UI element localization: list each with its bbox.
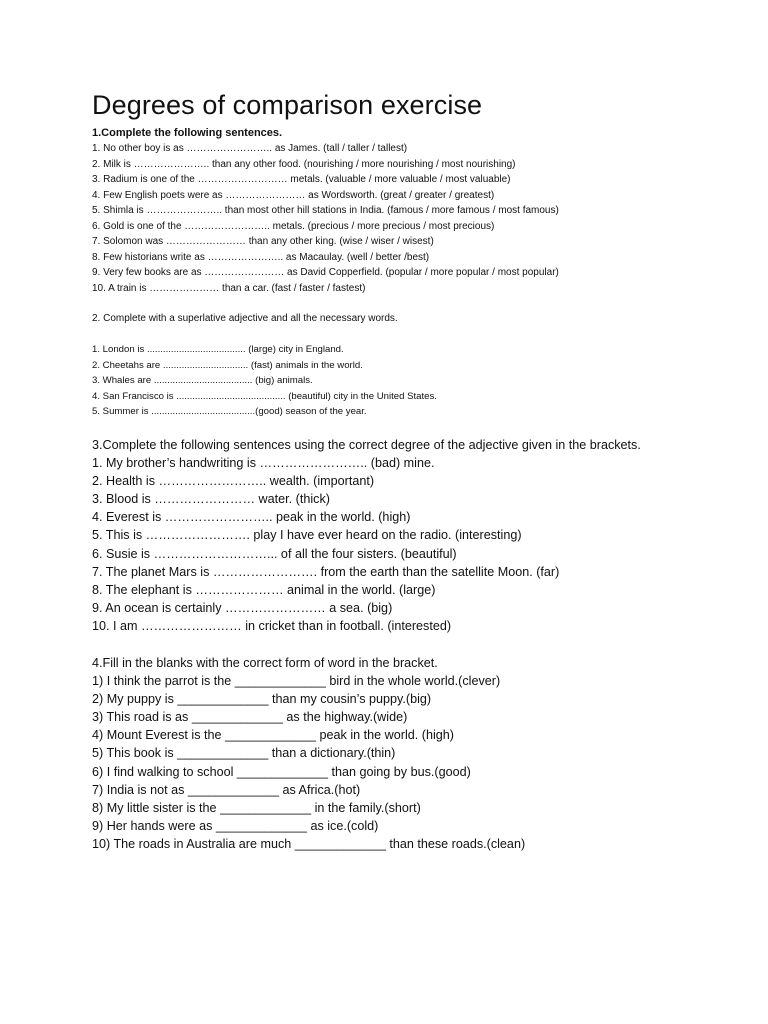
section-1	[92, 126, 732, 296]
list-item: 5. This is ……………………. play I have ever heard on the radio. (interesting)	[92, 528, 522, 543]
list-item: 3. Whales are ..................................... (big) animals.	[92, 375, 313, 386]
list-item: 4. Few English poets were as …………………… as Wordsworth. (great / greater / greatest)	[92, 189, 495, 201]
list-item: 4. San Francisco is ......................................... (beautiful) city in the United States.	[92, 390, 437, 402]
list-item: 9. An ocean is certainly …………………… a sea. (big)	[92, 601, 393, 616]
section-2-list	[92, 342, 732, 420]
list-item: 8) My little sister is the _____________ in the family.(short)	[92, 800, 421, 815]
list-item: 2. Cheetahs are ................................ (fast) animals in the world.	[92, 359, 363, 371]
list-item: 5) This book is _____________ than a dictionary.(thin)	[92, 746, 396, 761]
section-4-heading: 4.Fill in the blanks with the correct form of word in the bracket.	[92, 655, 438, 670]
list-item: 6. Gold is one of the …………………….. metals. (precious / more precious / most precious)	[92, 220, 495, 232]
list-item: 1. London is ..................................... (large) city in England.	[92, 344, 344, 355]
section-4-list	[92, 672, 732, 854]
list-item: 8. The elephant is ………………… animal in the world. (large)	[92, 582, 436, 597]
section-1-list	[92, 141, 732, 296]
list-item: 3. Radium is one of the ……………………… metals. (valuable / more valuable / most valuable)	[92, 174, 511, 185]
section-4	[92, 654, 732, 854]
section-1-heading: 1.Complete the following sentences.	[92, 127, 283, 139]
list-item: 2. Health is …………………….. wealth. (important)	[92, 473, 375, 488]
list-item: 7. The planet Mars is ……………………. from the earth than the satellite Moon. (far)	[92, 564, 560, 579]
worksheet-page	[92, 88, 732, 854]
list-item: 3. Blood is …………………… water. (thick)	[92, 491, 330, 506]
list-item: 1. No other boy is as …………………….. as James. (tall / taller / tallest)	[92, 143, 408, 154]
list-item: 7) India is not as _____________ as Africa.(hot)	[92, 782, 361, 797]
list-item: 9. Very few books are as …………………… as David Copperfield. (popular / more popular / most popular)	[92, 267, 559, 278]
list-item: 5. Shimla is ………………….. than most other hill stations in India. (famous / more famous / most famous)	[92, 205, 559, 216]
list-item: 4. Everest is …………………….. peak in the world. (high)	[92, 510, 411, 525]
list-item: 4) Mount Everest is the _____________ peak in the world. (high)	[92, 728, 454, 743]
list-item: 7. Solomon was …………………… than any other king. (wise / wiser / wisest)	[92, 236, 434, 247]
list-item: 10) The roads in Australia are much _____________ than these roads.(clean)	[92, 837, 526, 852]
section-3	[92, 436, 732, 636]
list-item: 8. Few historians write as ………………….. as Macaulay. (well / better /best)	[92, 251, 430, 263]
page-title: Degrees of comparison exercise	[92, 90, 483, 120]
section-3-heading: 3.Complete the following sentences using the correct degree of the adjective given in the brackets.	[92, 437, 641, 452]
list-item: 10. I am …………………… in cricket than in football. (interested)	[92, 619, 452, 634]
section-2	[92, 312, 732, 420]
list-item: 6. Susie is ………………………... of all the four sisters. (beautiful)	[92, 546, 457, 561]
list-item: 6) I find walking to school _____________ than going by bus.(good)	[92, 764, 471, 779]
section-3-list	[92, 454, 732, 636]
list-item: 2) My puppy is _____________ than my cousin’s puppy.(big)	[92, 691, 432, 706]
list-item: 1. My brother’s handwriting is …………………….. (bad) mine.	[92, 455, 435, 470]
list-item: 9) Her hands were as _____________ as ice.(cold)	[92, 819, 379, 834]
list-item: 1) I think the parrot is the _____________ bird in the whole world.(clever)	[92, 673, 501, 688]
list-item: 3) This road is as _____________ as the highway.(wide)	[92, 709, 408, 724]
list-item: 5. Summer is .......................................(good) season of the year.	[92, 406, 367, 417]
list-item: 10. A train is ………………… than a car. (fast / faster / fastest)	[92, 282, 366, 294]
section-2-heading: 2. Complete with a superlative adjective and all the necessary words.	[92, 313, 398, 324]
list-item: 2. Milk is ………………….. than any other food. (nourishing / more nourishing / most nourishing)	[92, 158, 516, 170]
